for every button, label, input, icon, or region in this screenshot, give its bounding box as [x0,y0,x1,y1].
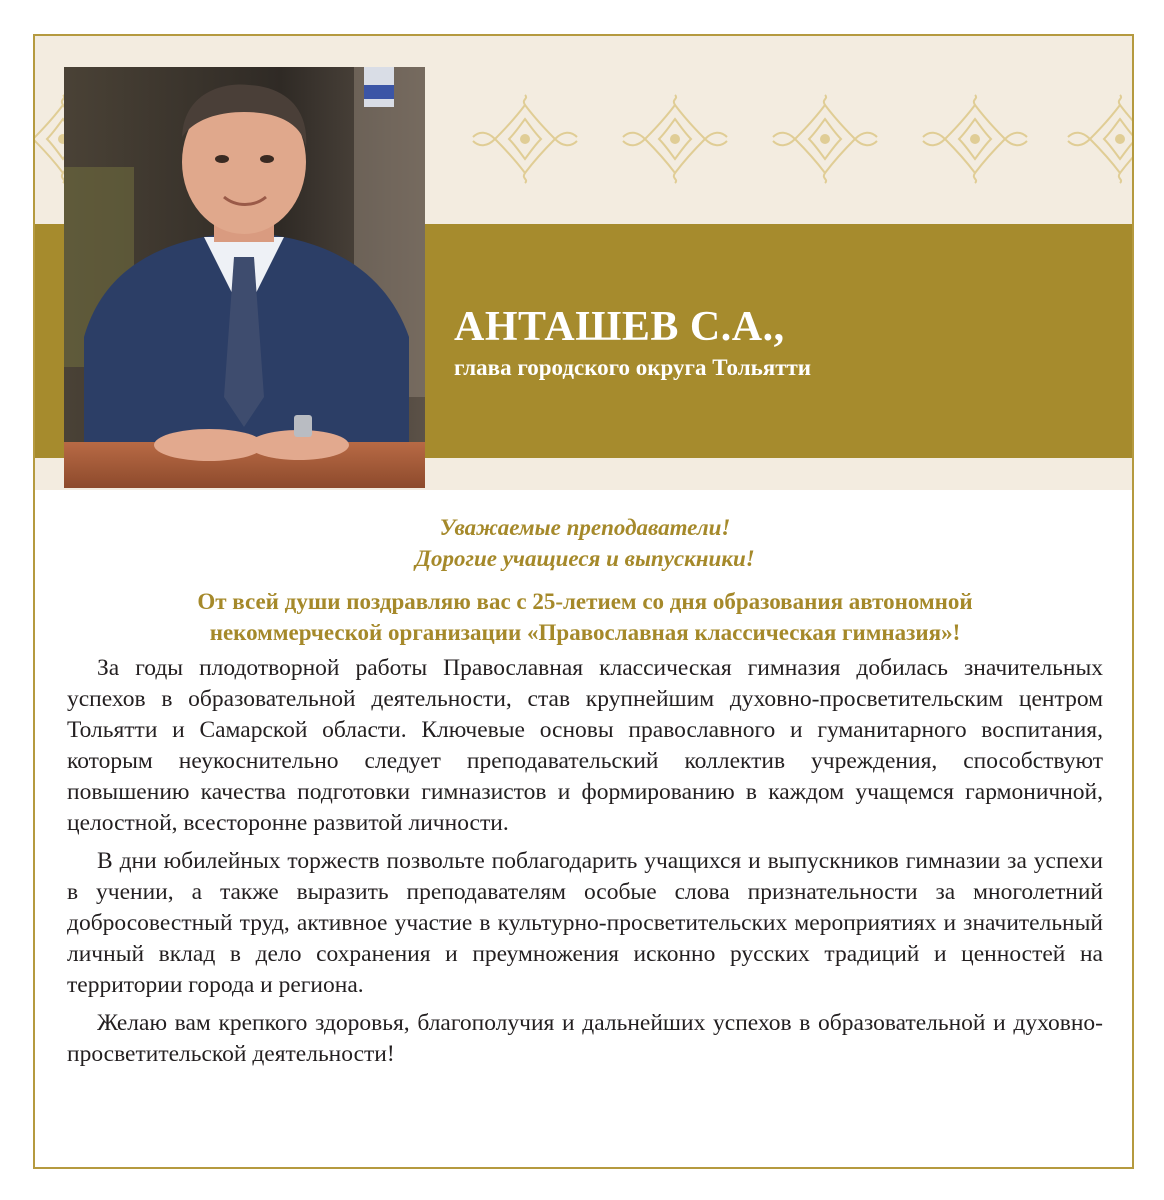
body-paragraph-1: За годы плодотворной работы Православная классическая гимназия добилась значительных успехов в образовательной деятельности, став крупнейшим духовно-просветительским центром Тольятти и Самарской области. Ключевые основы православного и гуманитарного воспитания, которым неукоснительно следует преподавательский коллектив учреждения, способствуют повышению качества подготовки гимназистов и формированию в каждом учащемся гармоничной, целостной, всесторонне развитой личности. [67,655,1103,836]
lead-paragraph [95,586,1075,648]
greeting-line-2: Дорогие учащиеся и выпускники! [415,546,755,571]
portrait-icon [64,67,425,488]
lead-line-1: От всей души поздравляю вас с 25-летием со дня образования автономной [197,589,973,614]
body-paragraph-2: В дни юбилейных торжеств позвольте поблагодарить учащихся и выпускников гимназии за успехи в учении, а также выразить преподавателям особые слова признательности за многолетний добросовестный труд, активное участие в культурно-просветительских мероприятиях и значительный личный вклад в дело сохранения и преумножения исконно русских традиций и ценностей на территории города и региона. [67,848,1103,998]
body-paragraph-3: Желаю вам крепкого здоровья, благополучия и дальнейших успехов в образовательной и духовно-просветительской деятельности! [67,1010,1103,1067]
title-block [454,304,811,382]
portrait-photo [64,67,425,488]
card-frame [33,34,1134,1169]
greeting [95,512,1075,574]
person-name: АНТАШЕВ С.А., [454,304,785,350]
letter-body [67,653,1103,1077]
lead-line-2: некоммерческой организации «Православная классическая гимназия»! [209,620,961,645]
person-position: глава городского округа Тольятти [454,355,812,380]
greeting-line-1: Уважаемые преподаватели! [439,515,731,540]
